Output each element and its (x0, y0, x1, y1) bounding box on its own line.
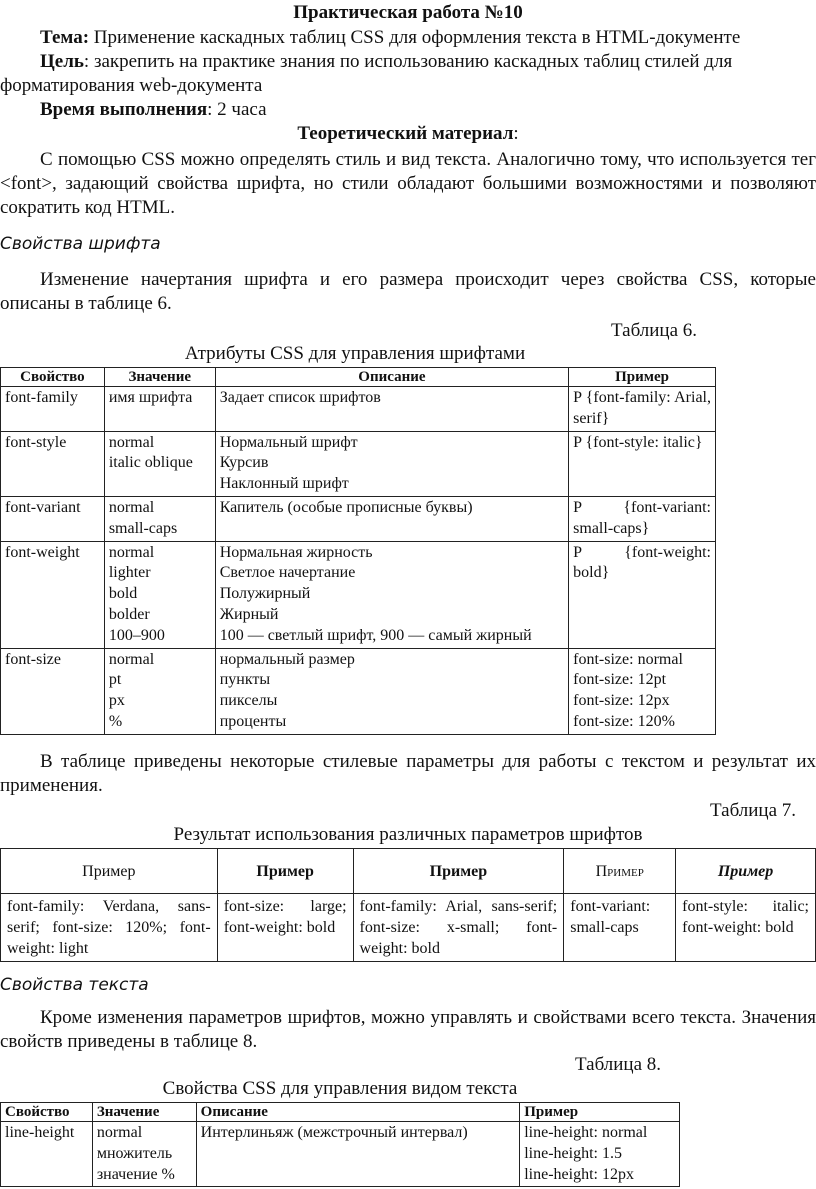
text-section-paragraph: Кроме изменения параметров шрифтов, можно управлять и свойствами всего текста. Значения свойств приведены в таблице 8. (0, 1007, 816, 1052)
values-cell: normal italic oblique (104, 431, 215, 496)
goal-label: Цель (40, 51, 84, 72)
property-cell: line-height (1, 1122, 93, 1187)
style-cell: font-family: Arial, sans-serif; font-size: x-small; font-weight: bold (353, 894, 564, 962)
table-font-results (0, 848, 816, 962)
theory-label: Теоретический материал (297, 123, 514, 144)
example-cell: P {font-family: Arial, serif} (569, 387, 716, 432)
property-cell: font-size (1, 648, 105, 734)
table-row (1, 431, 716, 496)
table8-caption: Свойства CSS для управления видом текста (162, 1078, 518, 1099)
table-header-row (1, 849, 816, 894)
property-cell: font-variant (1, 496, 105, 541)
table8-number: Таблица 8. (575, 1054, 662, 1075)
property-cell: font-family (1, 387, 105, 432)
example-cell: P {font-style: italic} (569, 431, 716, 496)
font-section-paragraph: Изменение начертания шрифта и его размера происходит через свойства CSS, которые описаны в таблице 6. (0, 269, 816, 314)
values-cell: normal множитель значение % (92, 1122, 196, 1187)
theory-heading: Теоретический материал: (297, 123, 519, 144)
time-label: Время выполнения (40, 99, 208, 120)
table6-number: Таблица 6. (611, 320, 698, 341)
table7-number: Таблица 7. (710, 800, 797, 821)
topic-label: Тема: (40, 27, 90, 48)
table-header-row (1, 368, 716, 387)
description-cell: Нормальный шрифт Курсив Наклонный шрифт (215, 431, 568, 496)
table6-caption: Атрибуты CSS для управления шрифтами (184, 343, 526, 364)
values-cell: normal lighter bold bolder 100–900 (104, 541, 215, 648)
example-header-cell: Пример (353, 849, 564, 894)
topic-text: Применение каскадных таблиц CSS для оформления текста в HTML-документе (89, 27, 741, 48)
table-header-row (1, 1103, 680, 1122)
table-row (1, 496, 716, 541)
style-cell: font-family: Verdana, sans-serif; font-size: 120%; font-weight: light (1, 894, 218, 962)
description-cell: нормальный размер пункты пикселы проценты (215, 648, 568, 734)
table-header-cell: Пример (520, 1103, 680, 1122)
description-cell: Нормальная жирность Светлое начертание Полужирный Жирный 100 — светлый шрифт, 900 — самый жирный (215, 541, 568, 648)
example-cell: P {font-variant: small-caps} (569, 496, 716, 541)
table-row (1, 1122, 680, 1187)
property-cell: font-style (1, 431, 105, 496)
table-row (1, 648, 716, 734)
font-section-heading: Свойства шрифта (0, 234, 161, 254)
values-cell: имя шрифта (104, 387, 215, 432)
table-row (1, 387, 716, 432)
table-row (1, 894, 816, 962)
text-section-heading: Свойства текста (0, 975, 149, 995)
table-header-cell: Значение (104, 368, 215, 387)
document-title: Практическая работа №10 (293, 2, 523, 23)
style-cell: font-size: large; font-weight: bold (217, 894, 353, 962)
time-line (40, 98, 816, 122)
style-cell: font-variant: small-caps (564, 894, 676, 962)
table-text-properties (0, 1102, 680, 1187)
table-header-cell: Значение (92, 1103, 196, 1122)
description-cell: Задает список шрифтов (215, 387, 568, 432)
example-cell: font-size: normal font-size: 12pt font-size: 12px font-size: 120% (569, 648, 716, 734)
table-header-cell: Пример (569, 368, 716, 387)
property-cell: font-weight (1, 541, 105, 648)
values-cell: normal small-caps (104, 496, 215, 541)
description-cell: Капитель (особые прописные буквы) (215, 496, 568, 541)
table-header-cell: Описание (215, 368, 568, 387)
goal-line-2: форматирования web-документа (0, 75, 263, 96)
table-font-attributes (0, 367, 716, 735)
example-cell: P {font-weight: bold} (569, 541, 716, 648)
example-header-cell: Пример (676, 849, 816, 894)
table7-caption: Результат использования различных параметров шрифтов (173, 824, 643, 845)
time-text: : 2 часа (207, 99, 267, 120)
table-header-cell: Описание (196, 1103, 520, 1122)
goal-text-1: : закрепить на практике знания по использованию каскадных таблиц стилей для (83, 51, 733, 72)
table-row (1, 541, 716, 648)
example-cell: line-height: normal line-height: 1.5 line-height: 12px (520, 1122, 680, 1187)
goal-line (40, 50, 816, 74)
table-header-cell: Свойство (1, 368, 105, 387)
mid-paragraph: В таблице приведены некоторые стилевые параметры для работы с текстом и результат их применения. (0, 751, 816, 796)
intro-paragraph: С помощью CSS можно определять стиль и вид текста. Аналогично тому, что используется тег <font>, задающий свойства шрифта, но стили обладают большими возможностями и позволяют сократить код HTML. (0, 149, 816, 218)
example-header-cell: Пример (1, 849, 218, 894)
example-header-cell: Пример (217, 849, 353, 894)
description-cell: Интерлиньяж (межстрочный интервал) (196, 1122, 520, 1187)
table-header-cell: Свойство (1, 1103, 93, 1122)
topic-line (40, 26, 816, 50)
values-cell: normal pt px % (104, 648, 215, 734)
style-cell: font-style: italic; font-weight: bold (676, 894, 816, 962)
example-header-cell: Пример (564, 849, 676, 894)
